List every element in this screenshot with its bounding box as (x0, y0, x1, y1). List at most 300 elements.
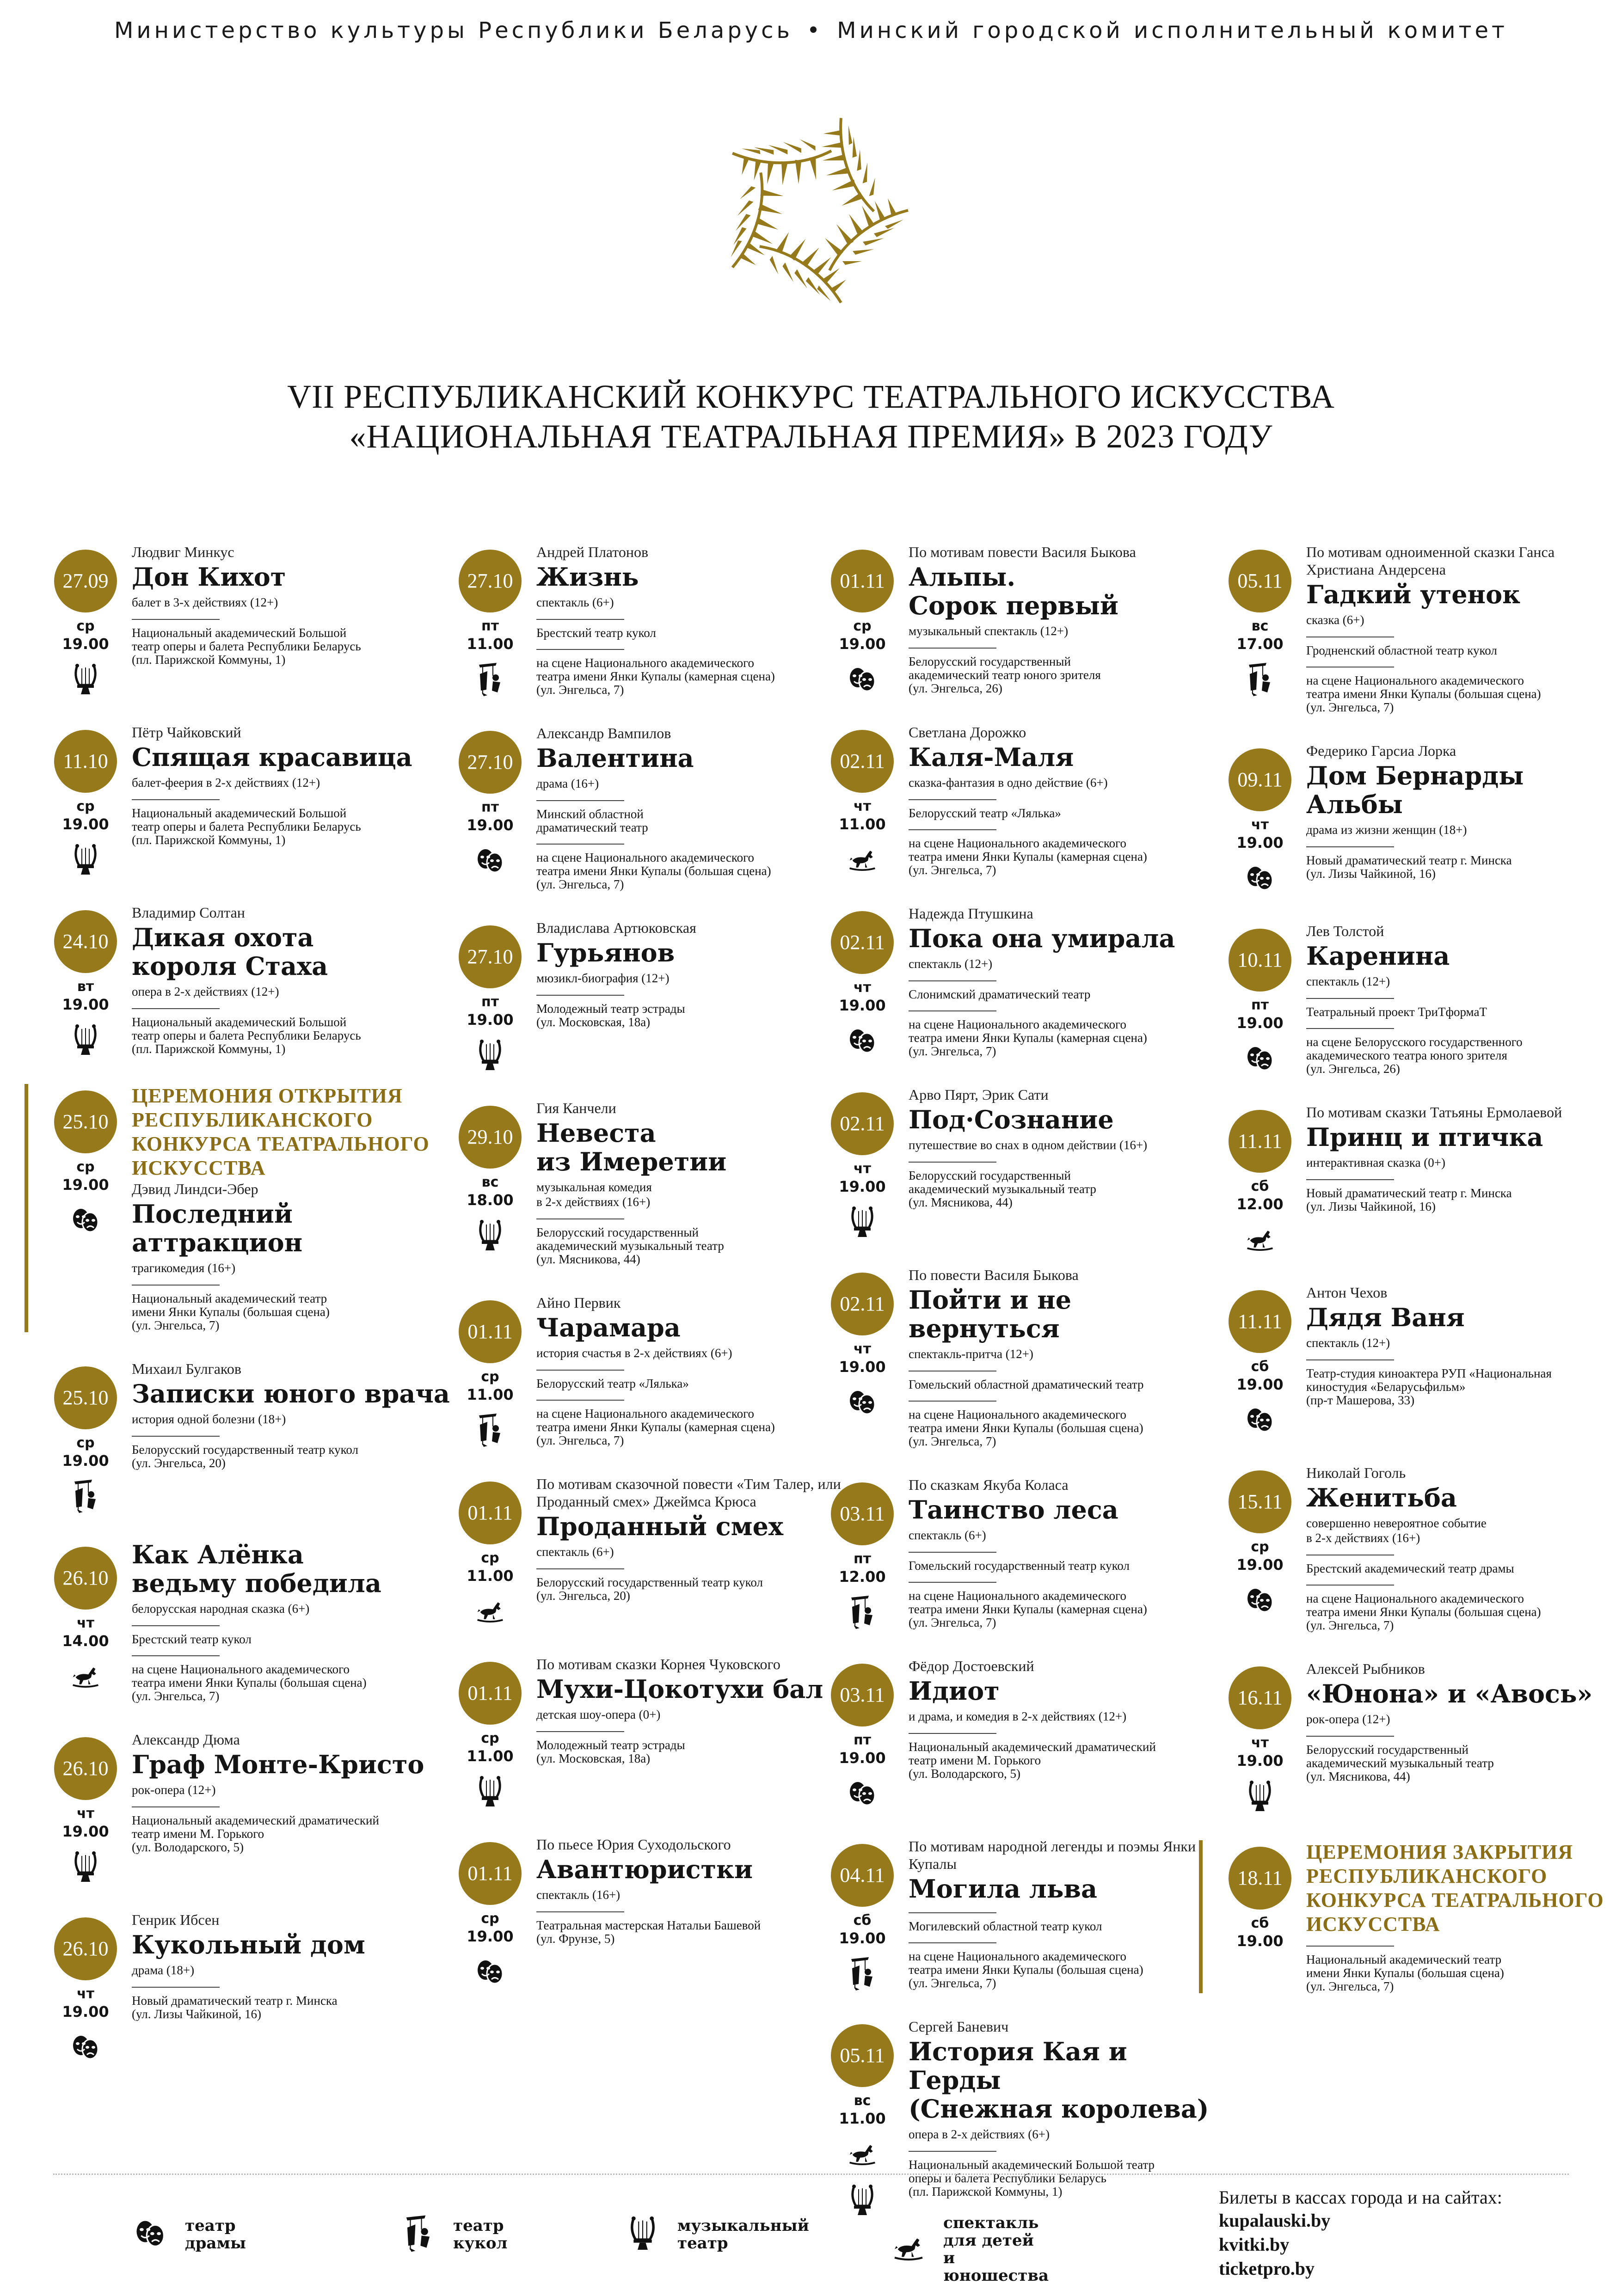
drama-icon (848, 1385, 877, 1420)
tickets-site-link[interactable]: ticketpro.by (1219, 2258, 1315, 2279)
event-title: «Юнона» и «Авось» (1306, 1679, 1593, 1708)
event-author: Гия Канчели (536, 1100, 616, 1116)
divider-rule (909, 1733, 996, 1734)
event-card[interactable] (458, 543, 855, 697)
event-title: Последний аттракцион (132, 1199, 303, 1257)
event-info (909, 1837, 1228, 1990)
date-badge: 16.11 (1229, 1666, 1291, 1729)
drama-icon (848, 662, 877, 697)
show-time: 19.00 (467, 816, 514, 834)
event-venue: Брестский театр кукол (132, 1632, 252, 1646)
show-time: 11.00 (467, 635, 514, 653)
event-genre: драма (16+) (536, 777, 599, 790)
event-info (909, 1476, 1228, 1629)
event-title: Граф Монте-Кристо (132, 1750, 424, 1779)
event-genre: балет-феерия в 2-х действиях (12+) (132, 776, 320, 790)
event-title: Принц и птичка (1306, 1122, 1543, 1152)
divider-rule (1306, 1179, 1394, 1180)
date-badge: 26.10 (54, 1737, 117, 1800)
event-info (1306, 922, 1622, 1076)
horse-icon (71, 1659, 100, 1694)
date-badge: 01.11 (459, 1482, 522, 1544)
event-genre: спектакль (12+) (1306, 974, 1390, 988)
event-venue: Новый драматический театр г. Минска (ул. Лизы Чайкиной, 16) (132, 1994, 338, 2021)
event-card[interactable] (53, 1731, 451, 1883)
music-icon (475, 1774, 505, 1809)
event-author: Николай Гоголь (1306, 1464, 1406, 1481)
date-block (1228, 929, 1292, 1078)
event-genre: спектакль (6+) (536, 595, 614, 609)
event-title: Гурьянов (536, 938, 675, 967)
event-card[interactable] (53, 904, 451, 1056)
date-badge: 02.11 (831, 911, 894, 974)
event-stage: на сцене Национального академического театра имени Янки Купалы (большая сцена) (ул. Энгельса, 7) (909, 1949, 1143, 1990)
event-venue: Театральная мастерская Натальи Башевой (ул. Фрунзе, 5) (536, 1918, 761, 1946)
weekday-label: чт (1251, 817, 1269, 833)
event-venue: Новый драматический театр г. Минска (ул. Лизы Чайкиной, 16) (1306, 1186, 1512, 1213)
show-time: 19.00 (62, 2003, 109, 2020)
legend-label: спектакль для детей и юношества (943, 2214, 1049, 2285)
divider-rule (536, 995, 624, 996)
event-stage: на сцене Национального академического театра имени Янки Купалы (камерная сцена) (ул. Энгельса, 7) (536, 656, 775, 697)
date-badge: 29.10 (459, 1106, 522, 1169)
event-genre: спектакль (12+) (909, 957, 993, 971)
date-block (830, 1664, 895, 1813)
event-venue: Молодежный театр эстрады (ул. Московская, 18а) (536, 1738, 685, 1765)
event-card[interactable] (830, 1266, 1228, 1448)
show-time: 19.00 (467, 1928, 514, 1945)
divider-rule (536, 619, 624, 620)
legend-item (892, 2214, 1049, 2284)
date-badge: 27.10 (459, 731, 522, 794)
event-card[interactable] (830, 543, 1228, 696)
date-block (458, 550, 522, 699)
event-author: Дэвид Линдси-Эбер (132, 1181, 258, 1197)
event-title: Авантюристки (536, 1855, 753, 1884)
event-venue: Молодежный театр эстрады (ул. Московская, 18а) (536, 1002, 685, 1029)
weekday-label: чт (854, 798, 871, 814)
event-info (536, 543, 855, 697)
event-genre: драма (18+) (132, 1963, 195, 1977)
date-badge: 26.10 (54, 1547, 117, 1610)
event-title: Каля-Маля (909, 742, 1074, 772)
date-badge: 18.11 (1229, 1847, 1291, 1910)
event-genre: музыкальная комедия в 2-х действиях (16+) (536, 1180, 652, 1209)
ceremony-title: ЦЕРЕМОНИЯ ЗАКРЫТИЯ РЕСПУБЛИКАНСКОГО КОНКУРСА ТЕАТРАЛЬНОГО ИСКУССТВА (1306, 1841, 1604, 1935)
divider-rule (909, 2151, 996, 2152)
event-stage: на сцене Национального академического театра имени Янки Купалы (камерная сцена) (ул. Энгельса, 7) (536, 1407, 775, 1447)
event-author: По сказкам Якуба Коласа (909, 1476, 1069, 1493)
date-block (458, 1300, 522, 1450)
legend-item (402, 2214, 508, 2255)
event-venue: Театр-студия киноактера РУП «Национальная киностудия «Беларусьфильм» (пр-т Машерова, 33) (1306, 1366, 1552, 1407)
divider-rule (1306, 1946, 1394, 1947)
date-badge: 24.10 (54, 910, 117, 973)
event-info (132, 1360, 451, 1470)
event-venue: Национальный академический драматический театр имени М. Горького (ул. Володарского, 5) (909, 1740, 1156, 1781)
event-author: Фёдор Достоевский (909, 1658, 1034, 1674)
divider-rule (1306, 998, 1394, 999)
weekday-label: пт (1251, 997, 1269, 1013)
show-time: 19.00 (1236, 1932, 1284, 1950)
divider-rule (536, 1911, 624, 1912)
divider-rule (132, 1285, 220, 1286)
event-info (909, 543, 1228, 695)
show-time: 19.00 (62, 815, 109, 833)
event-info (1306, 1660, 1622, 1783)
weekday-label: вс (481, 1174, 499, 1190)
event-card[interactable] (53, 1540, 451, 1703)
event-genre: рок-опера (12+) (132, 1783, 216, 1797)
event-venue: Национальный академический театр имени Янки Купалы (большая сцена) (ул. Энгельса, 7) (132, 1292, 330, 1332)
event-info (536, 1099, 855, 1266)
divider-rule (909, 1912, 996, 1913)
event-card[interactable] (830, 905, 1228, 1058)
event-card[interactable] (458, 1836, 855, 1988)
date-block (53, 1917, 118, 2067)
weekday-label: ср (481, 1730, 499, 1746)
divider-rule (132, 1436, 220, 1437)
event-card[interactable] (1228, 1284, 1622, 1436)
ceremony-title: ЦЕРЕМОНИЯ ОТКРЫТИЯ РЕСПУБЛИКАНСКОГО КОНКУРСА ТЕАТРАЛЬНОГО ИСКУССТВА (132, 1084, 430, 1179)
music-icon (71, 662, 100, 697)
event-venue: Национальный академический Большой театр оперы и балета Республики Беларусь (пл. Парижской Коммуны, 1) (132, 806, 361, 847)
event-author: Надежда Птушкина (909, 905, 1033, 922)
event-title: Таинство леса (909, 1495, 1118, 1525)
weekday-label: сб (1251, 1915, 1269, 1931)
horse-icon (475, 1594, 505, 1629)
date-block (1228, 550, 1292, 699)
divider-rule (536, 800, 624, 801)
event-venue: Белорусский государственный академический музыкальный театр (ул. Мясникова, 44) (909, 1169, 1096, 1209)
event-stage: на сцене Национального академического театра имени Янки Купалы (камерная сцена) (ул. Энгельса, 7) (909, 1589, 1147, 1629)
event-card[interactable] (458, 919, 855, 1071)
event-card[interactable] (458, 1655, 855, 1808)
event-card[interactable] (1228, 922, 1622, 1076)
date-block (1228, 748, 1292, 898)
event-venue: Слонимский драматический театр (909, 987, 1091, 1001)
weekday-label: пт (853, 1551, 872, 1567)
show-time: 12.00 (839, 1568, 886, 1586)
show-time: 19.00 (1236, 1752, 1284, 1769)
show-time: 19.00 (839, 1358, 886, 1376)
event-info (132, 723, 451, 847)
puppet-icon (1245, 662, 1275, 697)
event-card[interactable] (458, 1294, 855, 1447)
event-title: Спящая красавица (132, 742, 412, 772)
footer-divider (53, 2174, 1569, 2175)
weekday-label: ср (481, 1369, 499, 1385)
date-block (1228, 1110, 1292, 1259)
drama-icon (71, 1203, 100, 1238)
event-genre: белорусская народная сказка (6+) (132, 1602, 310, 1616)
event-genre: спектакль (6+) (909, 1528, 986, 1542)
weekday-label: пт (481, 618, 499, 634)
divider-rule (132, 799, 220, 800)
event-author: Айно Первик (536, 1294, 621, 1311)
drama-icon (134, 2214, 166, 2255)
divider-rule (1306, 1028, 1394, 1029)
weekday-label: ср (76, 618, 95, 634)
event-genre: музыкальный спектакль (12+) (909, 624, 1069, 638)
event-card[interactable] (1228, 1840, 1622, 1993)
event-title: Могила льва (909, 1874, 1098, 1904)
divider-rule (909, 829, 996, 830)
date-badge: 11.10 (54, 730, 117, 793)
event-genre: спектакль (12+) (1306, 1336, 1390, 1350)
weekday-label: чт (77, 1806, 94, 1822)
event-card[interactable] (53, 543, 451, 696)
show-time: 19.00 (62, 996, 109, 1013)
music-icon (475, 1218, 505, 1253)
tickets-site-link[interactable]: kupalauski.by (1219, 2210, 1331, 2231)
weekday-label: чт (854, 1161, 871, 1177)
event-author: Федерико Гарсиа Лорка (1306, 742, 1456, 759)
divider-rule (909, 1582, 996, 1583)
date-block (830, 1092, 895, 1242)
event-author: Владимир Солтан (132, 904, 245, 921)
event-author: Андрей Платонов (536, 544, 649, 560)
show-time: 11.00 (467, 1747, 514, 1765)
drama-icon (71, 2030, 100, 2065)
event-genre: история счастья в 2-х действиях (6+) (536, 1346, 732, 1360)
event-genre: совершенно невероятное событие в 2-х действиях (16+) (1306, 1516, 1487, 1545)
event-venue: Белорусский государственный академический театр юного зрителя (ул. Энгельса, 26) (909, 655, 1101, 695)
event-venue: Новый драматический театр г. Минска (ул. Лизы Чайкиной, 16) (1306, 853, 1512, 881)
event-venue: Гомельский государственный театр кукол (909, 1559, 1130, 1573)
event-card[interactable] (830, 1476, 1228, 1629)
event-title: Дядя Ваня (1306, 1303, 1465, 1332)
drama-icon (848, 1776, 877, 1811)
event-card[interactable] (458, 1475, 855, 1628)
show-time: 11.00 (839, 815, 886, 833)
event-genre: опера в 2-х действиях (6+) (909, 2127, 1050, 2141)
event-venue: Белорусский государственный академический музыкальный театр (ул. Мясникова, 44) (1306, 1743, 1494, 1783)
date-badge: 04.11 (831, 1844, 894, 1907)
horse-icon (848, 2137, 877, 2172)
weekday-label: сб (1251, 1359, 1269, 1375)
weekday-label: ср (76, 1435, 95, 1451)
event-author: Алексей Рыбников (1306, 1660, 1425, 1677)
event-genre: сказка (6+) (1306, 613, 1364, 627)
divider-rule (536, 844, 624, 845)
date-block (830, 730, 895, 879)
schedule-column-4 (1228, 543, 1622, 2021)
event-info (132, 1540, 451, 1703)
event-card[interactable] (830, 1837, 1228, 1990)
header-ministry: Министерство культуры Республики Беларусь (114, 18, 793, 43)
event-title: Как Алёнка ведьму победила (132, 1540, 381, 1598)
date-badge: 02.11 (831, 1092, 894, 1155)
event-genre: интерактивная сказка (0+) (1306, 1156, 1446, 1169)
event-info (536, 724, 855, 891)
date-block (830, 1482, 895, 1632)
event-card[interactable] (830, 1657, 1228, 1810)
event-genre: детская шоу-опера (0+) (536, 1708, 661, 1721)
drama-icon (1245, 1402, 1275, 1438)
horse-icon (892, 2229, 925, 2270)
event-stage: на сцене Национального академического театра имени Янки Купалы (большая сцена) (ул. Энгельса, 7) (132, 1662, 367, 1703)
show-time: 11.00 (467, 1567, 514, 1585)
music-icon (627, 2214, 659, 2255)
weekday-label: ср (481, 1910, 499, 1927)
event-title: Проданный смех (536, 1512, 784, 1541)
event-venue: Национальный академический театр имени Янки Купалы (большая сцена) (ул. Энгельса, 7) (1306, 1953, 1504, 1993)
divider-rule (1306, 1359, 1394, 1360)
divider-rule (132, 619, 220, 620)
divider-rule (1306, 1585, 1394, 1586)
event-info (536, 1294, 855, 1447)
weekday-label: чт (854, 980, 871, 996)
event-venue: Гродненский областной театр кукол (1306, 643, 1497, 657)
event-info (909, 1266, 1228, 1448)
header-committee: Минский городской исполнительный комитет (837, 18, 1508, 43)
event-info (909, 1086, 1228, 1209)
event-card[interactable] (830, 2018, 1228, 2198)
ceremony-block (25, 1084, 451, 1332)
show-time: 19.00 (1236, 1556, 1284, 1574)
event-info (909, 723, 1228, 877)
divider-rule (132, 1008, 220, 1009)
event-info (909, 905, 1228, 1058)
event-info (909, 2018, 1228, 2198)
event-venue: Белорусский государственный академический музыкальный театр (ул. Мясникова, 44) (536, 1225, 724, 1266)
event-stage: на сцене Национального академического театра имени Янки Купалы (большая сцена) (ул. Энгельса, 7) (1306, 673, 1541, 714)
event-card[interactable] (830, 1086, 1228, 1238)
divider-rule (909, 648, 996, 649)
date-block (830, 550, 895, 699)
event-card[interactable] (53, 723, 451, 876)
legend-label: музыкальный театр (677, 2216, 809, 2253)
event-genre: спектакль (16+) (536, 1888, 621, 1902)
show-time: 11.00 (839, 2110, 886, 2127)
divider-rule (132, 1806, 220, 1807)
event-genre: рок-опера (12+) (1306, 1712, 1390, 1726)
date-block (830, 2024, 895, 2220)
date-badge: 11.11 (1229, 1110, 1291, 1173)
event-stage: на сцене Национального академического театра имени Янки Купалы (камерная сцена) (ул. Энгельса, 7) (909, 836, 1147, 877)
schedule-column-3 (830, 543, 1228, 2226)
music-icon (848, 1205, 877, 1240)
date-badge: 26.10 (54, 1917, 117, 1980)
event-author: Генрик Ибсен (132, 1911, 220, 1928)
date-badge: 11.11 (1229, 1290, 1291, 1353)
event-card[interactable] (53, 1911, 451, 2063)
date-badge: 02.11 (831, 730, 894, 793)
drama-icon (475, 1954, 505, 1990)
divider-rule (132, 1987, 220, 1988)
horse-icon (1245, 1222, 1275, 1257)
event-genre: драма из жизни женщин (18+) (1306, 823, 1467, 837)
weekday-label: ср (76, 798, 95, 814)
show-time: 19.00 (62, 1176, 109, 1194)
drama-icon (1245, 1583, 1275, 1618)
date-badge: 02.11 (831, 1273, 894, 1335)
event-venue: Театральный проект ТриТформаТ (1306, 1005, 1487, 1019)
event-card[interactable] (830, 723, 1228, 877)
date-block (53, 1090, 118, 1240)
puppet-icon (402, 2214, 435, 2255)
event-author: По пьесе Юрия Суходольского (536, 1836, 731, 1853)
event-genre: балет в 3-х действиях (12+) (132, 595, 278, 609)
event-card[interactable] (458, 724, 855, 891)
date-block (53, 1737, 118, 1886)
date-badge: 05.11 (831, 2024, 894, 2087)
event-author: Пётр Чайковский (132, 724, 241, 741)
event-stage: на сцене Национального академического театра имени Янки Купалы (большая сцена) (ул. Энгельса, 7) (1306, 1592, 1541, 1632)
date-badge: 15.11 (1229, 1470, 1291, 1533)
contest-title-line-1: VII РЕСПУБЛИКАНСКИЙ КОНКУРС ТЕАТРАЛЬНОГО ИСКУССТВА (287, 378, 1335, 415)
event-card[interactable] (53, 1084, 451, 1332)
tickets-site-link[interactable]: kvitki.by (1219, 2234, 1290, 2255)
event-genre: спектакль (6+) (536, 1545, 614, 1559)
date-block (1228, 1470, 1292, 1620)
divider-rule (536, 1400, 624, 1401)
event-card[interactable] (1228, 742, 1622, 894)
date-block (1228, 1290, 1292, 1439)
drama-icon (848, 1023, 877, 1059)
event-info (536, 1836, 855, 1946)
event-venue: Могилевский областной театр кукол (909, 1919, 1102, 1933)
event-card[interactable] (1228, 543, 1622, 714)
weekday-label: пт (481, 994, 499, 1010)
divider-rule (536, 649, 624, 650)
event-author: Сергей Баневич (909, 2018, 1009, 2035)
event-author: Михаил Булгаков (132, 1360, 241, 1377)
event-card[interactable] (53, 1360, 451, 1512)
show-time: 12.00 (1236, 1195, 1284, 1213)
date-badge: 25.10 (54, 1090, 117, 1153)
show-time: 19.00 (62, 635, 109, 653)
event-card[interactable] (1228, 1660, 1622, 1812)
tickets-label: Билеты в кассах города и на сайтах: (1219, 2187, 1502, 2208)
divider-rule (909, 1010, 996, 1011)
weekday-label: ср (76, 1159, 95, 1175)
event-genre: трагикомедия (16+) (132, 1261, 236, 1275)
date-badge: 27.09 (54, 550, 117, 612)
date-badge: 09.11 (1229, 748, 1291, 811)
event-title: Чарамара (536, 1313, 681, 1342)
show-time: 11.00 (467, 1386, 514, 1403)
legend-label: театр кукол (453, 2216, 508, 2253)
puppet-icon (71, 1479, 100, 1514)
event-title: Мухи-Цокотухи бал (536, 1674, 823, 1704)
divider-rule (132, 1625, 220, 1626)
event-author: По мотивам сказочной повести «Тим Талер, или Проданный смех» Джеймса Крюса (536, 1476, 841, 1510)
weekday-label: чт (77, 1986, 94, 2002)
date-block (1228, 1847, 1292, 1950)
event-venue: Гомельский областной драматический театр (909, 1378, 1144, 1391)
date-block (458, 1482, 522, 1631)
event-author: Александр Вампилов (536, 725, 671, 741)
weekday-label: пт (853, 1732, 872, 1748)
contest-title (0, 377, 1622, 456)
weekday-label: вс (854, 2093, 871, 2109)
event-card[interactable] (1228, 1464, 1622, 1632)
event-venue: Брестский театр кукол (536, 626, 656, 640)
date-badge: 01.11 (459, 1300, 522, 1363)
divider-rule (909, 799, 996, 800)
event-info (536, 1655, 855, 1765)
event-card[interactable] (1228, 1103, 1622, 1256)
date-block (53, 550, 118, 699)
event-title: Жизнь (536, 562, 639, 592)
event-genre: спектакль-притча (12+) (909, 1347, 1033, 1361)
event-card[interactable] (458, 1099, 855, 1266)
date-badge: 27.10 (459, 550, 522, 612)
divider-rule (1306, 1736, 1394, 1737)
event-info (1306, 1284, 1622, 1407)
